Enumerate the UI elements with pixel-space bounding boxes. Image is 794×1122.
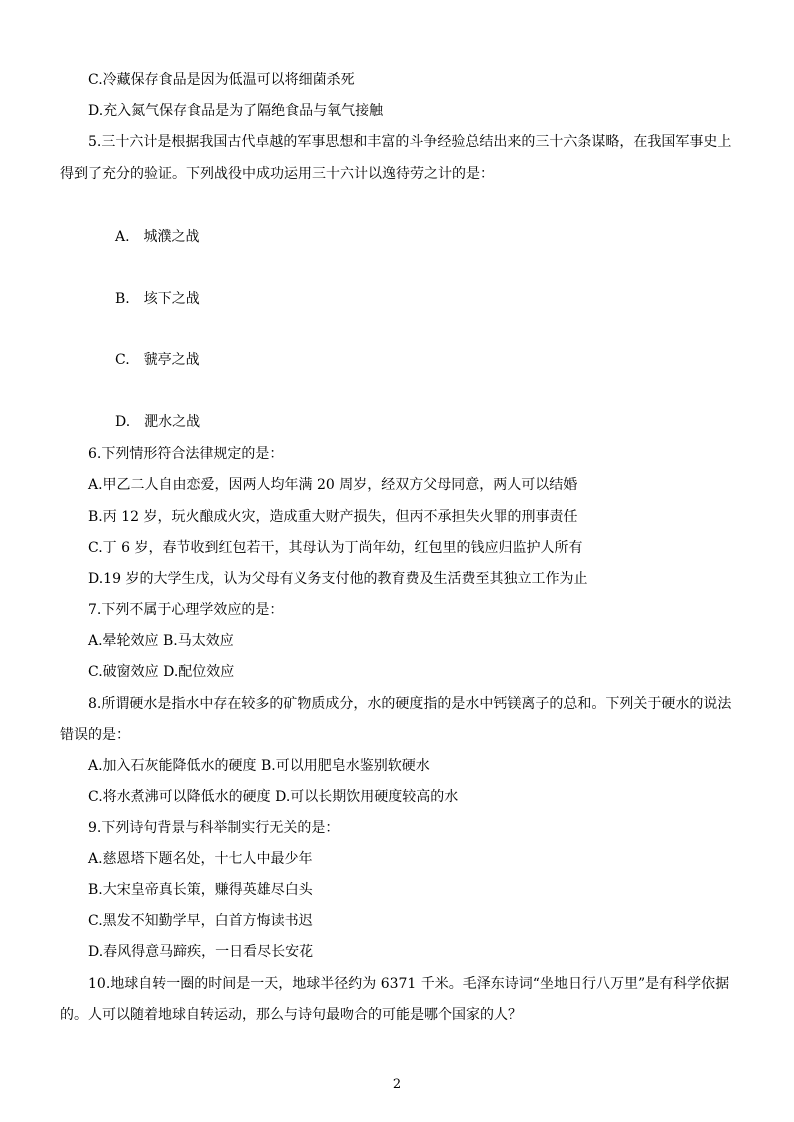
option-line: B.大宋皇帝真长策，赚得英雄尽白头 xyxy=(88,882,313,898)
question-5-stem-cont: 得到了充分的验证。下列战役中成功运用三十六计以逸待劳之计的是： xyxy=(60,166,494,182)
option-line: A.晕轮效应 B.马太效应 xyxy=(88,633,234,649)
option-line: C.冷藏保存食品是因为低温可以将细菌杀死 xyxy=(88,72,355,88)
option-line: D.19 岁的大学生戊，认为父母有义务支付他的教育费及生活费至其独立工作为止 xyxy=(88,571,588,587)
option-line: B. 垓下之战 xyxy=(115,291,200,307)
option-line: A.加入石灰能降低水的硬度 B.可以用肥皂水鉴别软硬水 xyxy=(88,758,430,774)
question-10-stem-cont: 的。人可以随着地球自转运动，那么与诗句最吻合的可能是哪个国家的人？ xyxy=(60,1007,522,1023)
question-5-stem: 5.三十六计是根据我国古代卓越的军事思想和丰富的斗争经验总结出来的三十六条谋略，在我国军事史上 xyxy=(88,134,732,150)
option-line: A.慈恩塔下题名处，十七人中最少年 xyxy=(88,851,313,867)
option-line: C.将水煮沸可以降低水的硬度 D.可以长期饮用硬度较高的水 xyxy=(88,789,459,805)
option-line: D.充入氮气保存食品是为了隔绝食品与氧气接触 xyxy=(88,103,384,119)
page-number: 2 xyxy=(392,1077,402,1092)
question-8-stem: 8.所谓硬水是指水中存在较多的矿物质成分，水的硬度指的是水中钙镁离子的总和。下列关于硬水的说法 xyxy=(88,696,732,712)
option-line: C.丁 6 岁，春节收到红包若干，其母认为丁尚年幼，红包里的钱应归监护人所有 xyxy=(88,540,583,556)
option-line: C. 虢亭之战 xyxy=(115,352,200,368)
question-9-stem: 9.下列诗句背景与科举制实行无关的是： xyxy=(88,820,340,836)
question-8-stem-cont: 错误的是： xyxy=(60,727,130,743)
question-6-stem: 6.下列情形符合法律规定的是： xyxy=(88,446,284,462)
question-7-stem: 7.下列不属于心理学效应的是： xyxy=(88,602,284,618)
option-line: D.春风得意马蹄疾，一日看尽长安花 xyxy=(88,944,314,960)
option-line: A. 城濮之战 xyxy=(115,229,200,245)
option-line: D. 淝水之战 xyxy=(115,414,201,430)
question-10-stem: 10.地球自转一圈的时间是一天，地球半径约为 6371 千米。毛泽东诗词“坐地日行八万里”是有科学依据 xyxy=(88,976,730,992)
option-line: C.破窗效应 D.配位效应 xyxy=(88,664,235,680)
option-line: A.甲乙二人自由恋爱，因两人均年满 20 周岁，经双方父母同意，两人可以结婚 xyxy=(88,477,578,493)
option-line: C.黑发不知勤学早，白首方悔读书迟 xyxy=(88,913,313,929)
option-line: B.丙 12 岁，玩火酿成火灾，造成重大财产损失，但丙不承担失火罪的刑事责任 xyxy=(88,509,578,525)
